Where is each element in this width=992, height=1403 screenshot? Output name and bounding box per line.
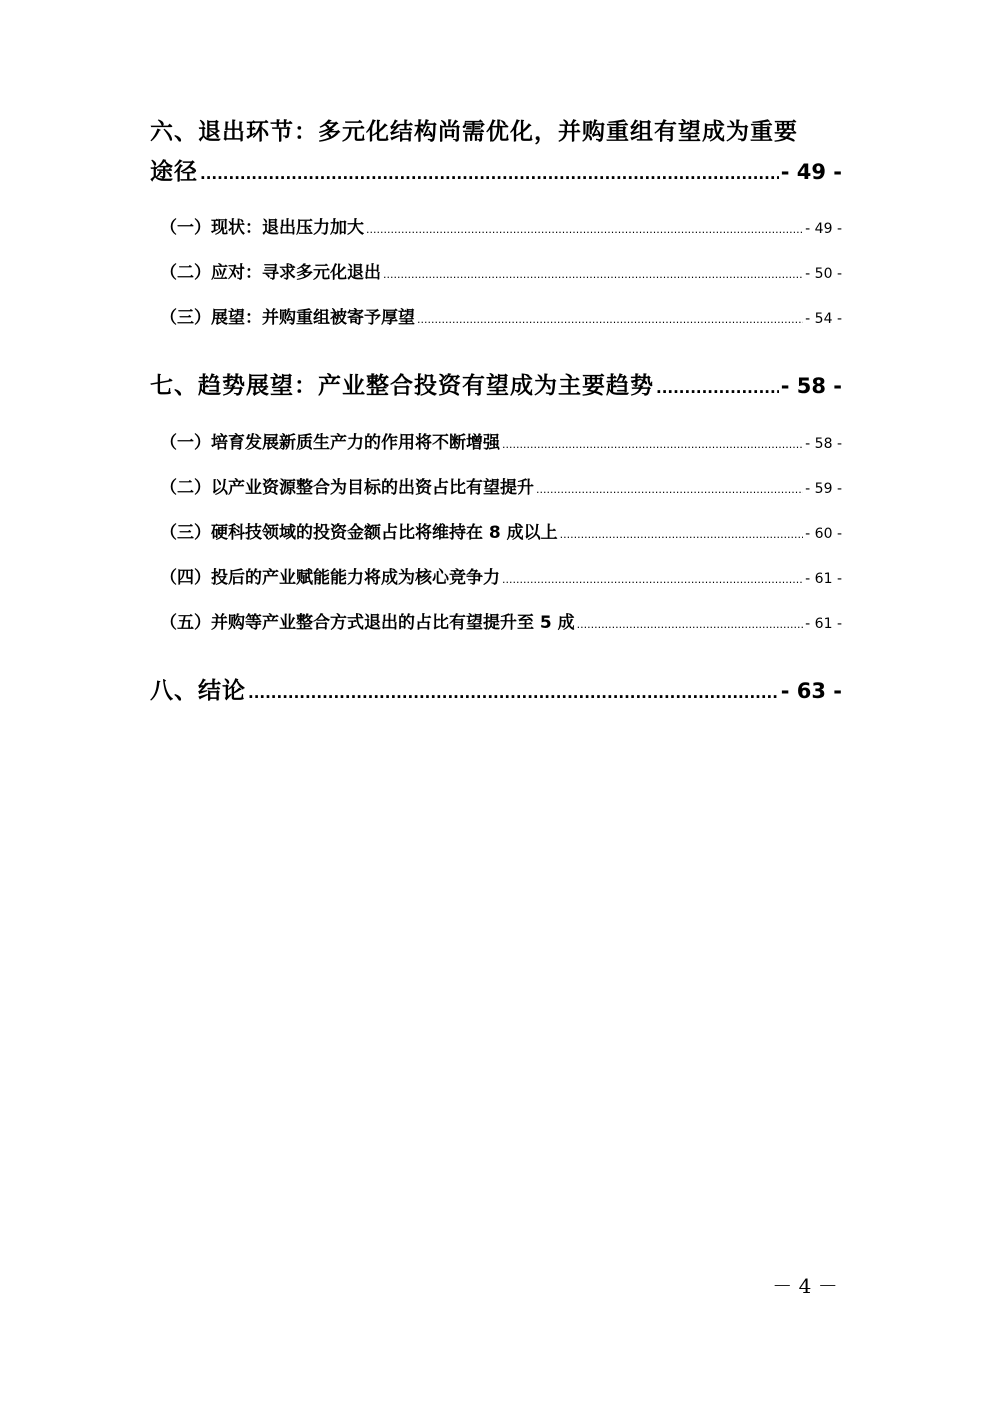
dot-leader — [248, 670, 779, 716]
toc-entry-label: （三）展望：并购重组被寄予厚望 — [160, 308, 415, 328]
toc-page-number: - 60 - — [805, 526, 842, 542]
dot-leader — [200, 154, 779, 194]
toc-entry-7-1[interactable] — [150, 421, 842, 466]
page-footer-number: － 4 － — [772, 1274, 838, 1298]
toc-entry-6-3[interactable] — [150, 296, 842, 341]
toc-entry-label: 七、趋势展望：产业整合投资有望成为主要趋势 — [150, 373, 654, 399]
toc-entry-6-1[interactable] — [150, 206, 842, 251]
toc-entry-section-8[interactable] — [150, 668, 842, 714]
dot-leader — [577, 602, 804, 647]
toc-page-number: - 49 - — [805, 221, 842, 237]
toc-entry-label: 八、结论 — [150, 678, 246, 704]
toc-entry-label: 六、退出环节：多元化结构尚需优化，并购重组有望成为重要 — [150, 119, 798, 145]
dot-leader — [366, 207, 803, 252]
toc-entry-section-6[interactable] — [150, 112, 842, 194]
toc-entry-label: （二）以产业资源整合为目标的出资占比有望提升 — [160, 478, 534, 498]
toc-entry-label: （四）投后的产业赋能能力将成为核心竞争力 — [160, 568, 500, 588]
toc-entry-label: （一）培育发展新质生产力的作用将不断增强 — [160, 433, 500, 453]
dot-leader — [560, 512, 804, 557]
toc-page-number: - 50 - — [805, 266, 842, 282]
toc-page-number: - 59 - — [805, 481, 842, 497]
toc-page-number: - 58 - — [805, 436, 842, 452]
toc-entry-7-3[interactable] — [150, 511, 842, 556]
toc-page-number: - 61 - — [805, 571, 842, 587]
toc-entry-7-2[interactable] — [150, 466, 842, 511]
dot-leader — [383, 252, 803, 297]
toc-entry-label: （五）并购等产业整合方式退出的占比有望提升至 5 成 — [160, 613, 575, 633]
dot-leader — [656, 365, 779, 411]
toc-entry-label: （三）硬科技领域的投资金额占比将维持在 8 成以上 — [160, 523, 558, 543]
toc-entry-section-7[interactable] — [150, 363, 842, 409]
toc-entry-7-5[interactable] — [150, 601, 842, 646]
dot-leader — [536, 467, 803, 512]
toc-entry-6-2[interactable] — [150, 251, 842, 296]
dot-leader — [502, 422, 803, 467]
toc-page-number: - 63 - — [780, 679, 842, 703]
dot-leader — [502, 557, 803, 602]
toc-entry-label: （二）应对：寻求多元化退出 — [160, 263, 381, 283]
toc-page-number: - 54 - — [805, 311, 842, 327]
table-of-contents — [150, 112, 842, 714]
dot-leader — [417, 297, 803, 342]
toc-entry-7-4[interactable] — [150, 556, 842, 601]
toc-entry-label: 途径 — [150, 159, 198, 185]
toc-entry-label: （一）现状：退出压力加大 — [160, 218, 364, 238]
toc-page-number: - 61 - — [805, 616, 842, 632]
toc-page-number: - 49 - — [780, 160, 842, 184]
toc-page-number: - 58 - — [780, 374, 842, 398]
